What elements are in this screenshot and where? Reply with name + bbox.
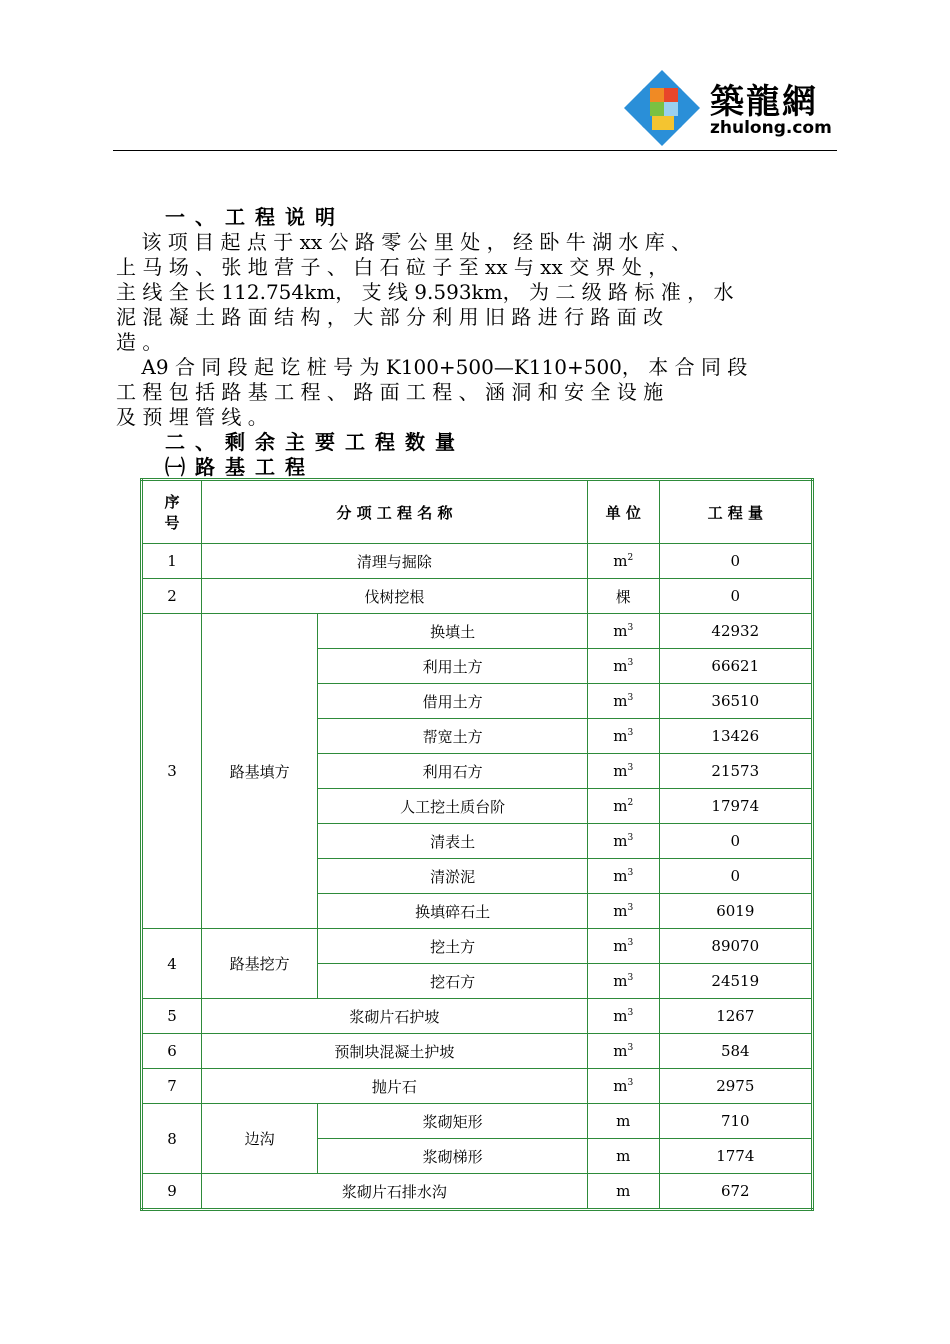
item-name: 借用土方 xyxy=(318,684,588,719)
row-qty: 6019 xyxy=(659,894,812,929)
group-name: 边沟 xyxy=(201,1104,317,1174)
row-qty: 0 xyxy=(659,544,812,579)
table-row xyxy=(142,929,813,964)
row-qty: 1774 xyxy=(659,1139,812,1174)
table-row xyxy=(142,579,813,614)
item-name: 挖土方 xyxy=(318,929,588,964)
row-unit: $m^3$ xyxy=(587,1069,659,1104)
row-unit: $m^3$ xyxy=(587,859,659,894)
row-name: 抛片石 xyxy=(201,1069,587,1104)
row-unit: m xyxy=(587,1174,659,1210)
row-unit: m xyxy=(587,1104,659,1139)
table-row xyxy=(142,1069,813,1104)
row-unit: $m^3$ xyxy=(587,894,659,929)
table-header-row xyxy=(142,480,813,544)
row-no: 5 xyxy=(142,999,202,1034)
row-no: 6 xyxy=(142,1034,202,1069)
row-unit: $m^3$ xyxy=(587,754,659,789)
quantity-table xyxy=(140,478,814,1211)
row-unit: $m^3$ xyxy=(587,999,659,1034)
row-unit: $m^3$ xyxy=(587,964,659,999)
logo-english: zhulong.com xyxy=(710,118,832,138)
row-no: 9 xyxy=(142,1174,202,1210)
p2-line: 及 预 埋 管 线 。 xyxy=(116,405,268,429)
row-qty: 0 xyxy=(659,579,812,614)
row-qty: 42932 xyxy=(659,614,812,649)
p2-line: 工 程 包 括 路 基 工 程 、 路 面 工 程 、 涵 洞 和 安 全 设 施 xyxy=(116,380,664,404)
header-unit: 单 位 xyxy=(587,480,659,544)
row-unit: $m^3$ xyxy=(587,684,659,719)
row-unit: $m^3$ xyxy=(587,929,659,964)
zhulong-logo xyxy=(622,68,837,148)
table-row xyxy=(142,614,813,649)
group-name: 路基挖方 xyxy=(201,929,317,999)
row-unit: m xyxy=(587,1139,659,1174)
p2-line: A9 合 同 段 起 讫 桩 号 为 K100+500—K110+500， 本 合 同 段 xyxy=(116,355,748,379)
row-qty: 89070 xyxy=(659,929,812,964)
row-no: 4 xyxy=(142,929,202,999)
item-name: 浆砌矩形 xyxy=(318,1104,588,1139)
row-qty: 21573 xyxy=(659,754,812,789)
row-qty: 2975 xyxy=(659,1069,812,1104)
item-name: 清淤泥 xyxy=(318,859,588,894)
item-name: 换填碎石土 xyxy=(318,894,588,929)
header-divider xyxy=(113,150,837,151)
row-name: 浆砌片石护坡 xyxy=(201,999,587,1034)
row-no: 3 xyxy=(142,614,202,929)
header-qty: 工 程 量 xyxy=(659,480,812,544)
item-name: 人工挖土质台阶 xyxy=(318,789,588,824)
row-qty: 672 xyxy=(659,1174,812,1210)
item-name: 利用土方 xyxy=(318,649,588,684)
p1-line: 上 马 场 、 张 地 营 子 、 白 石 砬 子 至 xx 与 xx 交 界 处 ， xyxy=(116,255,669,279)
table-row xyxy=(142,1034,813,1069)
row-unit: $m^3$ xyxy=(587,1034,659,1069)
row-no: 7 xyxy=(142,1069,202,1104)
header-name: 分 项 工 程 名 称 xyxy=(201,480,587,544)
item-name: 挖石方 xyxy=(318,964,588,999)
row-qty: 1267 xyxy=(659,999,812,1034)
p1-line: 主 线 全 长 112.754km， 支 线 9.593km， 为 二 级 路 标 准 ， 水 xyxy=(116,280,734,304)
row-name: 预制块混凝土护坡 xyxy=(201,1034,587,1069)
p1-line: 造 。 xyxy=(116,330,163,354)
item-name: 浆砌梯形 xyxy=(318,1139,588,1174)
row-name: 清理与掘除 xyxy=(201,544,587,579)
row-unit: $m^2$ xyxy=(587,544,659,579)
row-qty: 584 xyxy=(659,1034,812,1069)
row-qty: 66621 xyxy=(659,649,812,684)
row-no: 8 xyxy=(142,1104,202,1174)
row-unit: $m^2$ xyxy=(587,789,659,824)
p1-line: 该 项 目 起 点 于 xx 公 路 零 公 里 处 ， 经 卧 牛 湖 水 库 、 xyxy=(116,230,692,254)
item-name: 换填土 xyxy=(318,614,588,649)
header-no: 序号 xyxy=(142,480,202,544)
section1-heading: 一、工程说明 xyxy=(165,205,345,229)
row-unit: $m^3$ xyxy=(587,649,659,684)
row-unit: 棵 xyxy=(587,579,659,614)
row-unit: $m^3$ xyxy=(587,719,659,754)
row-no: 2 xyxy=(142,579,202,614)
table-row xyxy=(142,1174,813,1210)
row-qty: 710 xyxy=(659,1104,812,1139)
row-name: 浆砌片石排水沟 xyxy=(201,1174,587,1210)
row-qty: 36510 xyxy=(659,684,812,719)
row-qty: 13426 xyxy=(659,719,812,754)
table-row xyxy=(142,1104,813,1139)
logo-icon xyxy=(622,68,702,148)
row-no: 1 xyxy=(142,544,202,579)
group-name: 路基填方 xyxy=(201,614,317,929)
row-name: 伐树挖根 xyxy=(201,579,587,614)
row-unit: $m^3$ xyxy=(587,614,659,649)
logo-chinese: 築龍網 xyxy=(710,82,818,122)
row-qty: 0 xyxy=(659,824,812,859)
row-qty: 24519 xyxy=(659,964,812,999)
row-qty: 0 xyxy=(659,859,812,894)
table-row xyxy=(142,544,813,579)
row-qty: 17974 xyxy=(659,789,812,824)
item-name: 帮宽土方 xyxy=(318,719,588,754)
row-unit: $m^3$ xyxy=(587,824,659,859)
p1-line: 泥 混 凝 土 路 面 结 构 ， 大 部 分 利 用 旧 路 进 行 路 面 改 xyxy=(116,305,664,329)
subsection-heading: ㈠路基工程 xyxy=(165,455,315,479)
table-row xyxy=(142,999,813,1034)
item-name: 清表土 xyxy=(318,824,588,859)
item-name: 利用石方 xyxy=(318,754,588,789)
section2-heading: 二、剩余主要工程数量 xyxy=(165,430,465,454)
